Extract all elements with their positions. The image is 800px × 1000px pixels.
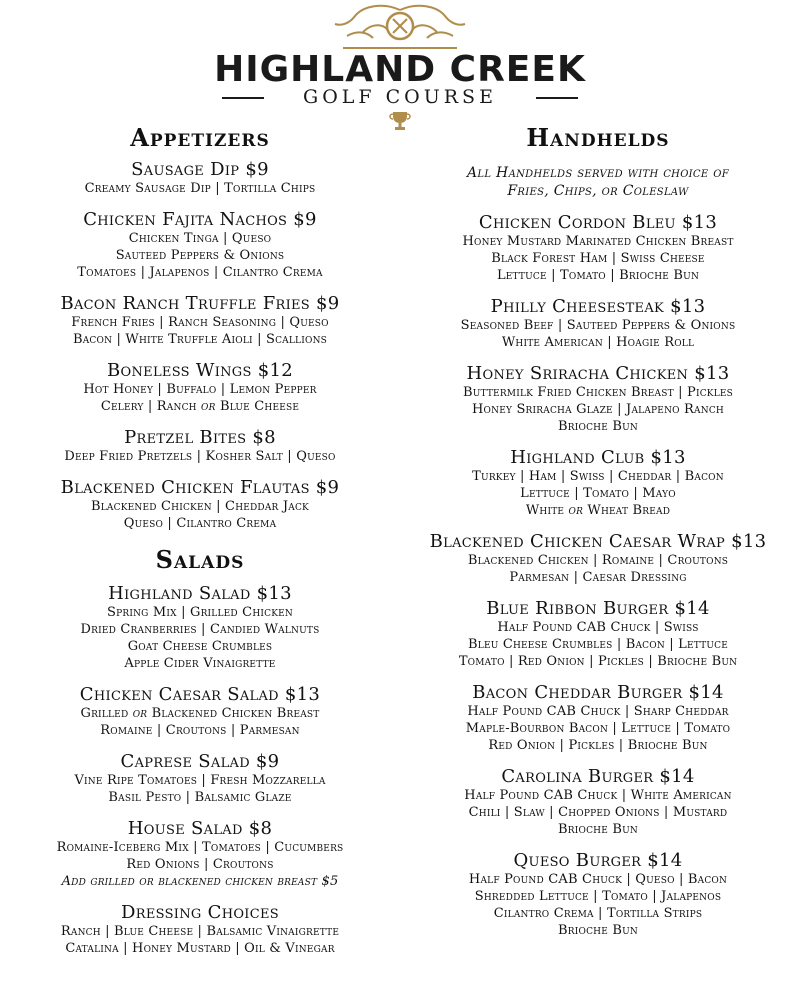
- item-description: Blackened Chicken | Cheddar Jack: [91, 499, 309, 514]
- item-name: Queso Burger $14: [513, 850, 683, 871]
- left-column: [0, 122, 400, 957]
- section-title-salads: Salads: [155, 545, 245, 574]
- item-description: Chicken Tinga | Queso: [128, 231, 272, 246]
- menu-item-carolina-burger: [400, 767, 796, 838]
- right-column: [400, 122, 796, 939]
- item-description: Bleu Cheese Crumbles | Bacon | Lettuce: [468, 637, 728, 652]
- item-description: Goat Cheese Crumbles: [127, 639, 273, 654]
- item-description: Tomatoes | Jalapenos | Cilantro Crema: [77, 265, 323, 280]
- item-description: Cilantro Crema | Tortilla Strips: [493, 906, 703, 921]
- item-description: Half Pound CAB Chuck | Queso | Bacon: [468, 872, 728, 887]
- item-description: Half Pound CAB Chuck | Sharp Cheddar: [467, 704, 729, 719]
- item-text: Grilled: [80, 706, 133, 721]
- handhelds-note: [400, 164, 796, 200]
- item-name: Sausage Dip $9: [131, 159, 269, 180]
- menu-item-highland-salad: [0, 584, 400, 672]
- item-name: Honey Sriracha Chicken $13: [466, 363, 730, 384]
- item-description: Lettuce | Tomato | Mayo: [520, 486, 676, 501]
- item-name: Bacon Cheddar Burger $14: [472, 682, 724, 703]
- item-text-or: or: [132, 706, 148, 721]
- menu-item-queso-burger: [400, 851, 796, 939]
- item-name: House Salad $8: [127, 818, 273, 839]
- item-description: [400, 502, 796, 519]
- item-description: Honey Sriracha Glaze | Jalapeno Ranch: [472, 402, 724, 417]
- item-text: Celery | Ranch: [100, 399, 202, 414]
- item-text-or: or: [201, 399, 216, 414]
- item-name: Dressing Choices: [121, 902, 279, 923]
- item-description: White American | Hoagie Roll: [501, 335, 695, 350]
- item-description: Shredded Lettuce | Tomato | Jalapenos: [474, 889, 722, 904]
- item-description: Brioche Bun: [558, 822, 638, 837]
- item-description: Bacon | White Truffle Aioli | Scallions: [72, 332, 328, 347]
- item-description: Buttermilk Fried Chicken Breast | Pickles: [462, 385, 734, 400]
- item-description: [0, 705, 400, 722]
- item-description: Spring Mix | Grilled Chicken: [106, 605, 293, 620]
- item-description: Queso | Cilantro Crema: [123, 516, 277, 531]
- item-name: Philly Cheesesteak $13: [490, 296, 706, 317]
- logo-header: [0, 0, 800, 135]
- menu-item-pretzel-bites: [0, 428, 400, 465]
- item-description: Turkey | Ham | Swiss | Cheddar | Bacon: [472, 469, 724, 484]
- item-description: Seasoned Beef | Sauteed Peppers & Onions: [460, 318, 736, 333]
- item-text-or: or: [568, 503, 584, 518]
- item-description: Apple Cider Vinaigrette: [124, 656, 276, 671]
- item-text: White: [525, 503, 569, 518]
- menu-item-caprese-salad: [0, 752, 400, 806]
- item-name: Blackened Chicken Flautas $9: [60, 477, 340, 498]
- menu-item-chicken-cordon-bleu: [400, 213, 796, 284]
- item-name: Blue Ribbon Burger $14: [486, 598, 710, 619]
- item-description: Honey Mustard Marinated Chicken Breast: [462, 234, 734, 249]
- item-name: Highland Club $13: [510, 447, 686, 468]
- item-text: Wheat Bread: [583, 503, 671, 518]
- item-description: Romaine-Iceberg Mix | Tomatoes | Cucumbers: [56, 840, 344, 855]
- item-description: Catalina | Honey Mustard | Oil & Vinegar: [65, 941, 335, 956]
- item-description: Red Onion | Pickles | Brioche Bun: [488, 738, 708, 753]
- item-description: Blackened Chicken | Romaine | Croutons: [467, 553, 729, 568]
- item-description: Deep Fried Pretzels | Kosher Salt | Queso: [64, 449, 336, 464]
- item-description: Black Forest Ham | Swiss Cheese: [491, 251, 705, 266]
- item-name: Blackened Chicken Caesar Wrap $13: [429, 531, 767, 552]
- item-description: Basil Pesto | Balsamic Glaze: [108, 790, 292, 805]
- section-title-appetizers: Appetizers: [130, 123, 270, 152]
- item-name: Carolina Burger $14: [501, 766, 695, 787]
- item-description: Hot Honey | Buffalo | Lemon Pepper: [83, 382, 317, 397]
- logo-title: HIGHLAND CREEK: [214, 49, 586, 90]
- menu-item-sausage-dip: [0, 160, 400, 197]
- item-description: [0, 398, 400, 415]
- menu-item-boneless-wings: [0, 361, 400, 415]
- item-name: Chicken Fajita Nachos $9: [83, 209, 317, 230]
- item-description: Parmesan | Caesar Dressing: [509, 570, 687, 585]
- item-name: Bacon Ranch Truffle Fries $9: [60, 293, 340, 314]
- item-name: Chicken Caesar Salad $13: [79, 684, 321, 705]
- logo-subtitle: GOLF COURSE: [303, 86, 497, 108]
- menu-item-highland-club: [400, 448, 796, 519]
- note-line: All Handhelds served with choice of: [467, 165, 729, 181]
- menu-item-blue-ribbon-burger: [400, 599, 796, 670]
- note-line: Fries, Chips, or Coleslaw: [507, 183, 689, 199]
- item-text: Blue Cheese: [215, 399, 300, 414]
- menu-item-honey-sriracha-chicken: [400, 364, 796, 435]
- item-description: Romaine | Croutons | Parmesan: [100, 723, 300, 738]
- item-description: Brioche Bun: [558, 923, 638, 938]
- menu-item-bacon-ranch-truffle-fries: [0, 294, 400, 348]
- item-description: Dried Cranberries | Candied Walnuts: [80, 622, 320, 637]
- item-name: Boneless Wings $12: [107, 360, 293, 381]
- item-name: Highland Salad $13: [108, 583, 292, 604]
- item-name: Chicken Cordon Bleu $13: [478, 212, 718, 233]
- item-description: Tomato | Red Onion | Pickles | Brioche Bun: [458, 654, 738, 669]
- item-description: Vine Ripe Tomatoes | Fresh Mozzarella: [74, 773, 326, 788]
- item-text: Blackened Chicken Breast: [147, 706, 320, 721]
- item-name: Caprese Salad $9: [120, 751, 280, 772]
- item-description: Brioche Bun: [558, 419, 638, 434]
- item-description: French Fries | Ranch Seasoning | Queso: [71, 315, 329, 330]
- item-description: Half Pound CAB Chuck | White American: [464, 788, 732, 803]
- item-description: Half Pound CAB Chuck | Swiss: [497, 620, 699, 635]
- item-description: Red Onions | Croutons: [126, 857, 274, 872]
- menu-item-blackened-chicken-flautas: [0, 478, 400, 532]
- menu-item-chicken-caesar-salad: [0, 685, 400, 739]
- ornament-crest-icon: [333, 2, 467, 52]
- menu-item-bacon-cheddar-burger: [400, 683, 796, 754]
- item-description: Sauteed Peppers & Onions: [115, 248, 285, 263]
- menu-item-philly-cheesesteak: [400, 297, 796, 351]
- item-description: Creamy Sausage Dip | Tortilla Chips: [84, 181, 316, 196]
- menu-item-dressing-choices: [0, 903, 400, 957]
- item-description: Chili | Slaw | Chopped Onions | Mustard: [468, 805, 728, 820]
- item-description: Ranch | Blue Cheese | Balsamic Vinaigrette: [60, 924, 340, 939]
- menu-item-house-salad: [0, 819, 400, 890]
- item-name: Pretzel Bites $8: [124, 427, 276, 448]
- item-description: Maple-Bourbon Bacon | Lettuce | Tomato: [465, 721, 731, 736]
- item-description: Lettuce | Tomato | Brioche Bun: [496, 268, 700, 283]
- section-title-handhelds: Handhelds: [526, 123, 670, 152]
- item-addon: Add grilled or blackened chicken breast $5: [61, 874, 339, 889]
- menu-item-chicken-fajita-nachos: [0, 210, 400, 281]
- menu-item-blackened-chicken-caesar-wrap: [400, 532, 796, 586]
